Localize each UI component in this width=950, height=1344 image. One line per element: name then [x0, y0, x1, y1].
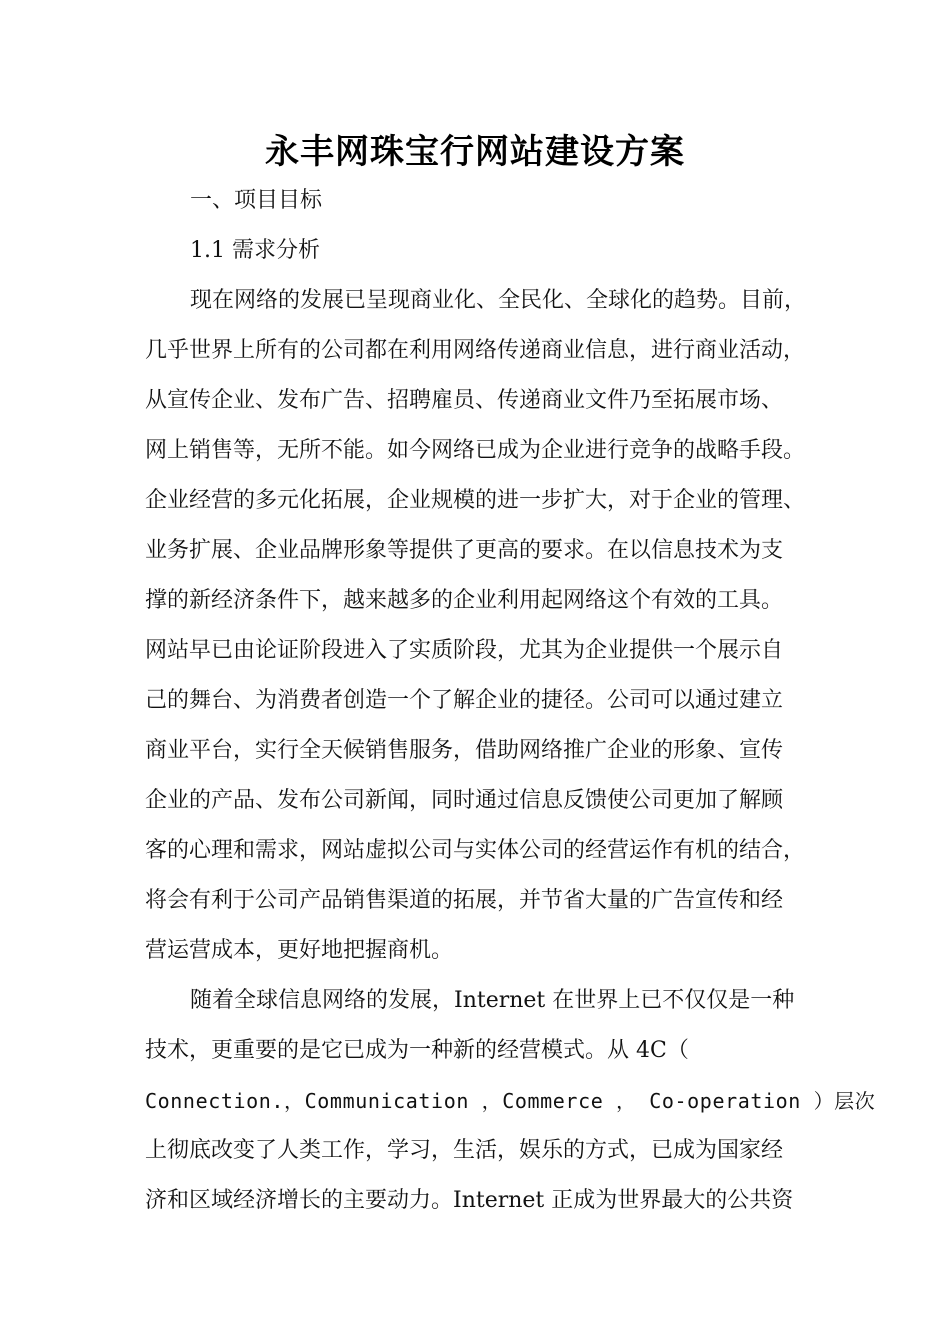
paragraph1-line: 撑的新经济条件下，越来越多的企业利用起网络这个有效的工具。 — [145, 588, 784, 613]
paragraph2-line: 随着全球信息网络的发展，Internet 在世界上已不仅仅是一种 — [190, 988, 795, 1013]
paragraph1-line: 业务扩展、企业品牌形象等提供了更高的要求。在以信息技术为支 — [145, 538, 784, 563]
paragraph1-line: 现在网络的发展已呈现商业化、全民化、全球化的趋势。目前， — [190, 288, 807, 313]
paragraph1-line: 企业经营的多元化拓展，企业规模的进一步扩大，对于企业的管理、 — [145, 488, 806, 513]
paragraph1-line: 网站早已由论证阶段进入了实质阶段，尤其为企业提供一个展示自 — [145, 638, 784, 663]
paragraph1-line: 几乎世界上所有的公司都在利用网络传递商业信息，进行商业活动， — [145, 338, 806, 363]
paragraph1-line: 己的舞台、为消费者创造一个了解企业的捷径。公司可以通过建立 — [145, 688, 784, 713]
paragraph1-line: 客的心理和需求，网站虚拟公司与实体公司的经营运作有机的结合， — [145, 838, 806, 863]
paragraph1-line: 从宣传企业、发布广告、招聘雇员、传递商业文件乃至拓展市场、 — [145, 388, 784, 413]
paragraph2-line: Connection.，Communication ，Commerce ， Co-operation ）层次 — [145, 1089, 876, 1113]
paragraph2-line: 济和区域经济增长的主要动力。Internet 正成为世界最大的公共资 — [145, 1188, 794, 1213]
paragraph2-line: 上彻底改变了人类工作，学习，生活，娱乐的方式，已成为国家经 — [145, 1138, 784, 1163]
subsection-heading: 1.1 需求分析 — [190, 238, 320, 263]
paragraph1-line: 将会有利于公司产品销售渠道的拓展，并节省大量的广告宣传和经 — [145, 888, 784, 913]
section-heading: 一、项目目标 — [190, 188, 323, 213]
paragraph1-line: 营运营成本，更好地把握商机。 — [145, 938, 454, 963]
paragraph1-line: 网上销售等，无所不能。如今网络已成为企业进行竞争的战略手段。 — [145, 438, 806, 463]
paragraph1-line: 商业平台，实行全天候销售服务，借助网络推广企业的形象、宣传 — [145, 738, 784, 763]
paragraph2-line: 技术，更重要的是它已成为一种新的经营模式。从 4C（ — [145, 1038, 689, 1063]
document-title: 永丰网珠宝行网站建设方案 — [265, 132, 685, 172]
paragraph1-line: 企业的产品、发布公司新闻，同时通过信息反馈使公司更加了解顾 — [145, 788, 784, 813]
